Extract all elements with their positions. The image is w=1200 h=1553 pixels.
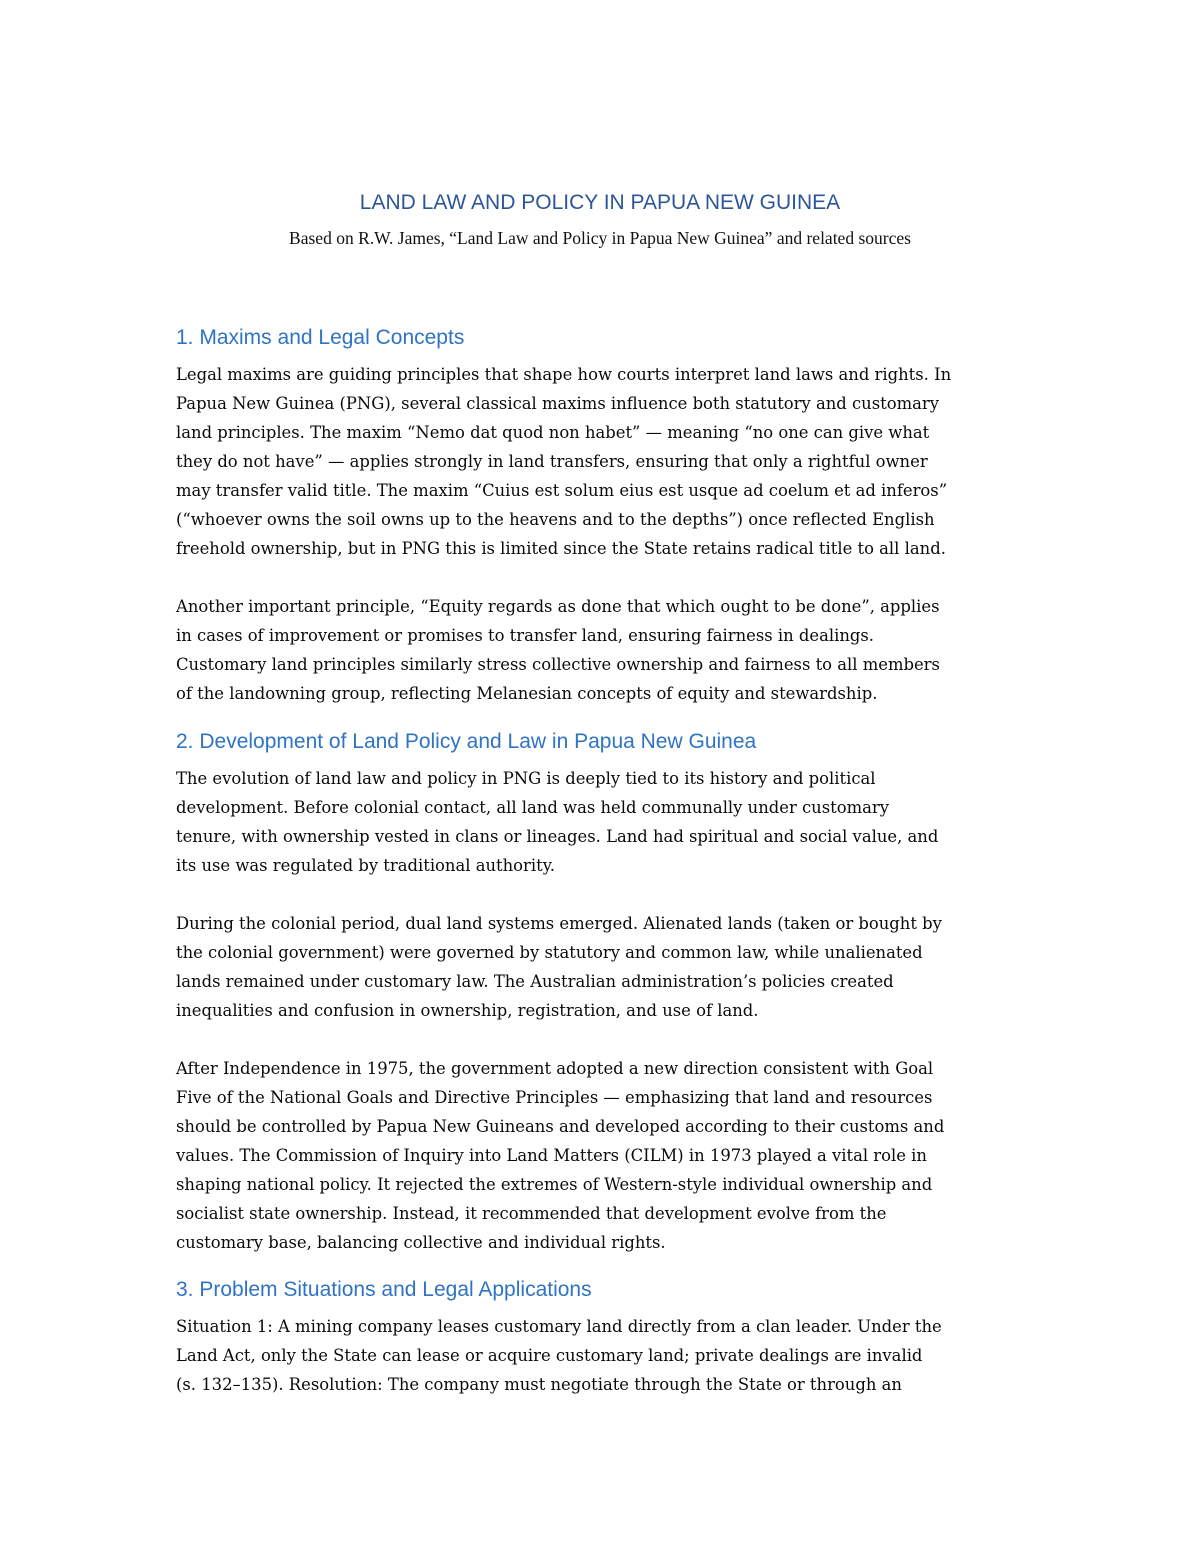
text-line: freehold ownership, but in PNG this is limited since the State retains radical title to all land. [176,539,946,558]
section-heading-development: 2. Development of Land Policy and Law in Papua New Guinea [176,730,757,753]
paragraph-maxims-1 [176,360,1036,563]
section-heading-maxims: 1. Maxims and Legal Concepts [176,326,465,349]
paragraph-maxims-2 [176,592,1036,708]
paragraph-development-2 [176,909,1036,1025]
text-line: Situation 1: A mining company leases customary land directly from a clan leader. Under the [176,1317,942,1336]
document-title: LAND LAW AND POLICY IN PAPUA NEW GUINEA [359,191,841,214]
text-line: During the colonial period, dual land systems emerged. Alienated lands (taken or bought by [176,914,942,933]
text-line: (s. 132–135). Resolution: The company must negotiate through the State or through an [176,1375,902,1394]
text-line: shaping national policy. It rejected the extremes of Western-style individual ownership and [176,1175,933,1194]
text-line: the colonial government) were governed by statutory and common law, while unalienated [176,943,923,962]
text-line: Customary land principles similarly stress collective ownership and fairness to all members [176,655,940,674]
text-line: (“whoever owns the soil owns up to the heavens and to the depths”) once reflected English [176,510,935,529]
text-line: Five of the National Goals and Directive Principles — emphasizing that land and resources [176,1088,933,1107]
text-line: tenure, with ownership vested in clans or lineages. Land had spiritual and social value, and [176,827,939,846]
text-line: Legal maxims are guiding principles that shape how courts interpret land laws and rights. In [176,365,952,384]
text-line: values. The Commission of Inquiry into Land Matters (CILM) in 1973 played a vital role in [176,1146,927,1165]
text-line: After Independence in 1975, the government adopted a new direction consistent with Goal [176,1059,934,1078]
text-line: inequalities and confusion in ownership, registration, and use of land. [176,1001,759,1020]
document-subtitle: Based on R.W. James, “Land Law and Policy in Papua New Guinea” and related sources [289,228,911,248]
paragraph-development-1 [176,764,1036,880]
text-line: development. Before colonial contact, all land was held communally under customary [176,798,890,817]
text-line: of the landowning group, reflecting Melanesian concepts of equity and stewardship. [176,684,878,703]
text-line: socialist state ownership. Instead, it recommended that development evolve from the [176,1204,887,1223]
text-line: customary base, balancing collective and individual rights. [176,1233,666,1252]
text-line: Another important principle, “Equity regards as done that which ought to be done”, applies [176,597,940,616]
text-line: lands remained under customary law. The Australian administration’s policies created [176,972,894,991]
text-line: land principles. The maxim “Nemo dat quod non habet” — meaning “no one can give what [176,423,930,442]
text-line: The evolution of land law and policy in PNG is deeply tied to its history and political [176,769,876,788]
text-line: its use was regulated by traditional authority. [176,856,556,875]
paragraph-development-3 [176,1054,1036,1257]
text-line: Land Act, only the State can lease or acquire customary land; private dealings are invalid [176,1346,923,1365]
text-line: they do not have” — applies strongly in land transfers, ensuring that only a rightful owner [176,452,928,471]
paragraph-situation-1 [176,1312,1036,1399]
text-line: may transfer valid title. The maxim “Cuius est solum eius est usque ad coelum et ad inferos” [176,481,948,500]
text-line: Papua New Guinea (PNG), several classical maxims influence both statutory and customary [176,394,939,413]
text-line: should be controlled by Papua New Guineans and developed according to their customs and [176,1117,945,1136]
section-heading-problem-situations: 3. Problem Situations and Legal Applications [176,1278,592,1301]
text-line: in cases of improvement or promises to transfer land, ensuring fairness in dealings. [176,626,875,645]
